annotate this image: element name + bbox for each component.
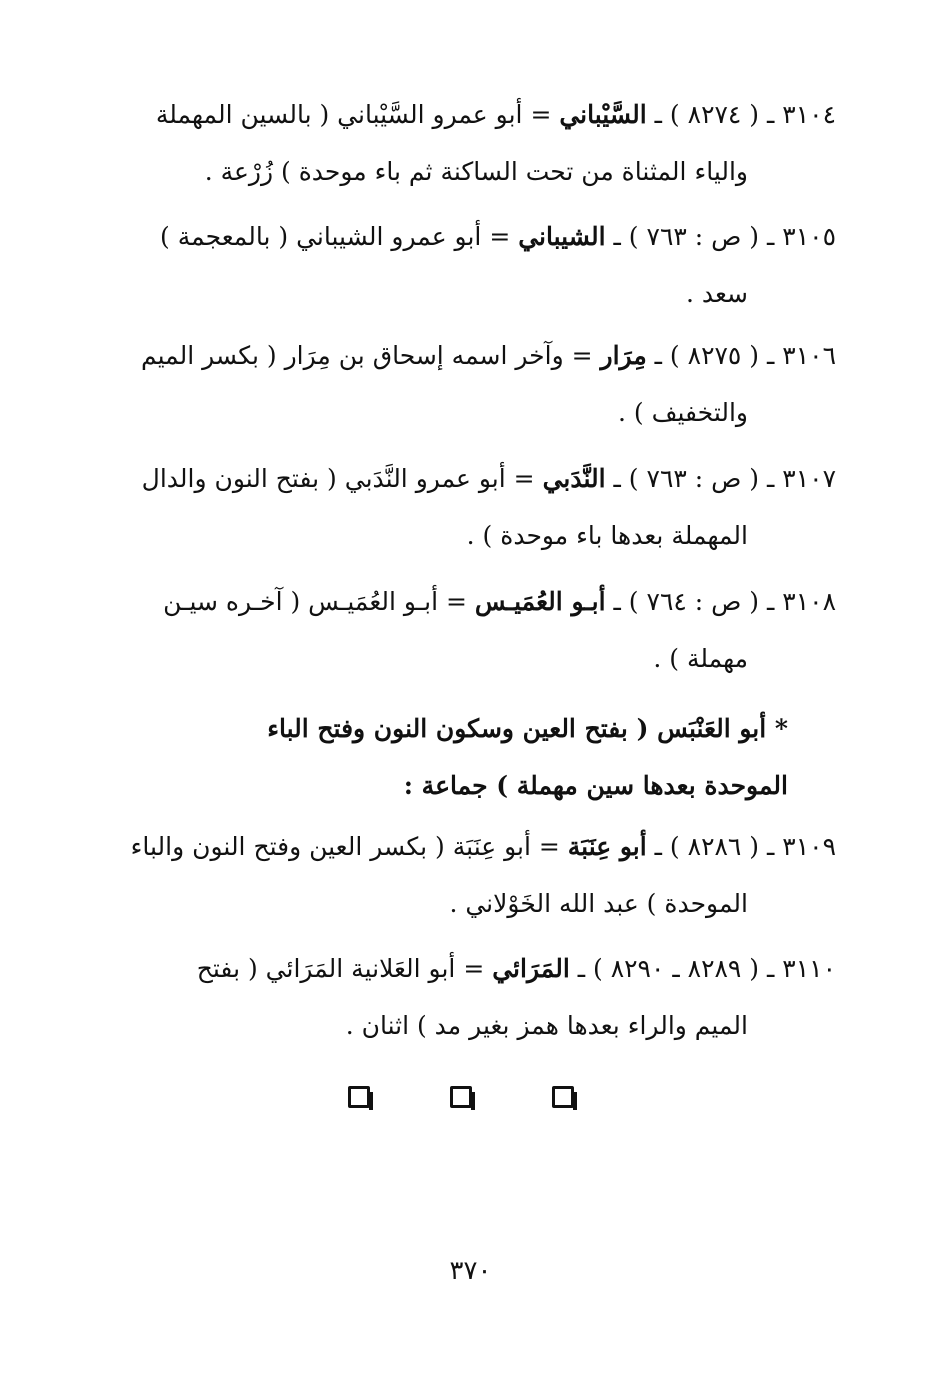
entry-name: أبـو العُمَيـس (474, 587, 606, 616)
entry-line-1: ٣١٠٩ ـ ( ٨٢٨٦ ) ـ أبو عِنَبَة = أبو عِنَبَة ( بكسر العين وفتح النون والباء (130, 832, 836, 861)
entry-3106 (88, 327, 836, 441)
square-icon (552, 1086, 574, 1108)
entry-line-2: الميم والراء بعدها همز بغير مد ) اثنان . (345, 1011, 748, 1040)
entry-name: أبو عِنَبَة (567, 832, 647, 861)
entry-line-2: والياء المثناة من تحت الساكنة ثم باء موحدة ) زُرْعة . (204, 157, 748, 186)
square-icon (450, 1086, 472, 1108)
entry-line-2: والتخفيف ) . (618, 398, 748, 427)
section-end-ornament (340, 1086, 600, 1114)
entry-line-1: ٣١٠٧ ـ ( ص : ٧٦٣ ) ـ النَّدَبي = أبو عمرو النَّدَبي ( بفتح النون والدال (141, 464, 836, 493)
entry-name: النَّدَبي (542, 464, 606, 493)
entry-line-1: ٣١٠٤ ـ ( ٨٢٧٤ ) ـ السَّيْباني = أبو عمرو السَّيْباني ( بالسين المهملة (155, 100, 836, 129)
heading-line-1: * أبو العَنْبَس ( بفتح العين وسكون النون وفتح الباء (267, 714, 788, 743)
entry-line-1: ٣١٠٦ ـ ( ٨٢٧٥ ) ـ مِرَار = وآخر اسمه إسحاق بن مِرَار ( بكسر الميم (140, 341, 836, 370)
entry-3107 (88, 450, 836, 564)
entry-line-1: ٣١١٠ ـ ( ٨٢٨٩ ـ ٨٢٩٠ ) ـ المَرَائي = أبو العَلانية المَرَائي ( بفتح (196, 954, 836, 983)
entry-3104 (88, 86, 836, 200)
entry-name: المَرَائي (492, 954, 570, 983)
heading-line-2: الموحدة بعدها سين مهملة ) جماعة : (403, 771, 788, 800)
entry-3109 (88, 818, 836, 932)
square-icon (348, 1086, 370, 1108)
entry-line-1: ٣١٠٥ ـ ( ص : ٧٦٣ ) ـ الشيباني = أبو عمرو الشيباني ( بالمعجمة ) (160, 222, 836, 251)
entry-line-2: مهملة ) . (653, 644, 748, 673)
entry-3108 (88, 573, 836, 687)
section-heading (88, 700, 788, 814)
entry-name: الشيباني (518, 222, 606, 251)
entry-3105 (88, 208, 836, 322)
entry-name: مِرَار (600, 341, 647, 370)
entry-3110 (88, 940, 836, 1054)
entry-line-1: ٣١٠٨ ـ ( ص : ٧٦٤ ) ـ أبـو العُمَيـس = أبـو العُمَيـس ( آخـره سيـن (163, 587, 836, 616)
entry-line-2: سعد . (685, 279, 748, 308)
entry-line-2: المهملة بعدها باء موحدة ) . (466, 521, 748, 550)
page-number: ٣٧٠ (449, 1256, 492, 1286)
entry-name: السَّيْباني (559, 100, 647, 129)
entry-line-2: الموحدة ) عبد الله الخَوْلاني . (449, 889, 748, 918)
asterisk-icon: * (766, 714, 788, 743)
